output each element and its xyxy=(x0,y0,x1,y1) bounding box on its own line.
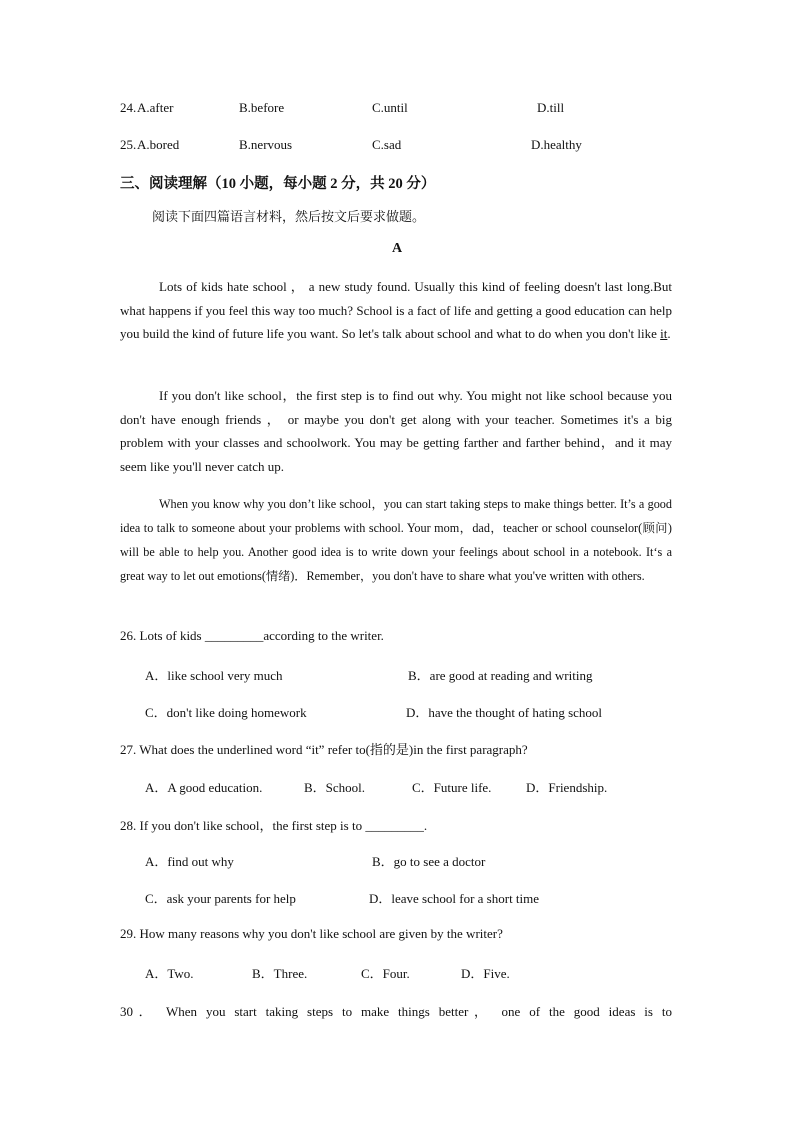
p2-text: If you don't like school，the first step is to find out why. You might not like school because you don't have enough friends ， or maybe you don't get along with your teacher. Sometimes it's a big problem with your classes and schoolwork. You may be getting farther and farther behind，and it may seem like you'll never catch up. xyxy=(120,388,672,474)
q28-stem: 28. If you don't like school，the first step is to _________. xyxy=(120,818,428,833)
p3-text: When you know why you don’t like school，you can start taking steps to make things better. It’s a good idea to talk to someone about your problems with school. Your mom，dad，teacher or school counselor(顾问) will be able to help you. Another good idea is to write down your feelings about school in a notebook. It‘s a great way to let out emotions(情绪)．Remember，you don't have to share what you've written with others. xyxy=(120,497,672,583)
p1-text: Lots of kids hate school ， a new study found. Usually this kind of feeling doesn't last long.But what happens if you feel this way too much? School is a fact of life and getting a good education can help you build the kind of future life you want. So let's talk about school and what to do when you don't like xyxy=(120,279,672,341)
q28-option-c: C．ask your parents for help xyxy=(145,891,296,906)
passage-label: A xyxy=(391,241,403,256)
section-heading: 三、阅读理解（10 小题，每小题 2 分，共 20 分） xyxy=(120,176,436,192)
q27-option-b: B．School. xyxy=(304,780,366,795)
q25-number: 25. xyxy=(120,137,137,152)
q24-option-c: C.until xyxy=(372,100,408,115)
q26-option-d: D．have the thought of hating school xyxy=(406,705,603,720)
q29-option-d: D．Five. xyxy=(461,966,510,981)
q24-option-a: A.after xyxy=(137,100,174,115)
q29-option-a: A．Two. xyxy=(145,966,194,981)
q25-option-b: B.nervous xyxy=(239,137,293,152)
q25-option-c: C.sad xyxy=(372,137,402,152)
q29-option-c: C．Four. xyxy=(361,966,410,981)
q30-stem: 30． When you start taking steps to make things better， one of the good ideas is to xyxy=(120,1004,672,1019)
q24-option-b: B.before xyxy=(239,100,285,115)
q26-option-a: A．like school very much xyxy=(145,668,283,683)
q25-option-d: D.healthy xyxy=(531,137,582,152)
q28-option-b: B．go to see a doctor xyxy=(372,854,486,869)
q27-stem: 27. What does the underlined word “it” refer to(指的是)in the first paragraph? xyxy=(120,742,528,757)
p1-end: . xyxy=(667,326,671,341)
q24-option-d: D.till xyxy=(537,100,565,115)
q28-option-d: D．leave school for a short time xyxy=(369,891,540,906)
passage-paragraph-3 xyxy=(120,492,672,588)
section-instruction: 阅读下面四篇语言材料，然后按文后要求做题。 xyxy=(152,209,426,224)
q28-option-a: A．find out why xyxy=(145,854,234,869)
q29-option-b: B．Three. xyxy=(252,966,308,981)
q27-option-d: D．Friendship. xyxy=(526,780,608,795)
q25-option-a: A.bored xyxy=(137,137,180,152)
p1-underlined-it: it xyxy=(660,326,668,341)
q24-number: 24. xyxy=(120,100,137,115)
passage-paragraph-2 xyxy=(120,384,672,478)
q29-stem: 29. How many reasons why you don't like school are given by the writer? xyxy=(120,926,503,941)
passage-paragraph-1 xyxy=(120,275,672,346)
q26-option-b: B．are good at reading and writing xyxy=(408,668,593,683)
q27-option-c: C．Future life. xyxy=(412,780,492,795)
q26-option-c: C．don't like doing homework xyxy=(145,705,307,720)
q26-stem: 26. Lots of kids _________according to the writer. xyxy=(120,628,384,643)
q27-option-a: A．A good education. xyxy=(145,780,263,795)
